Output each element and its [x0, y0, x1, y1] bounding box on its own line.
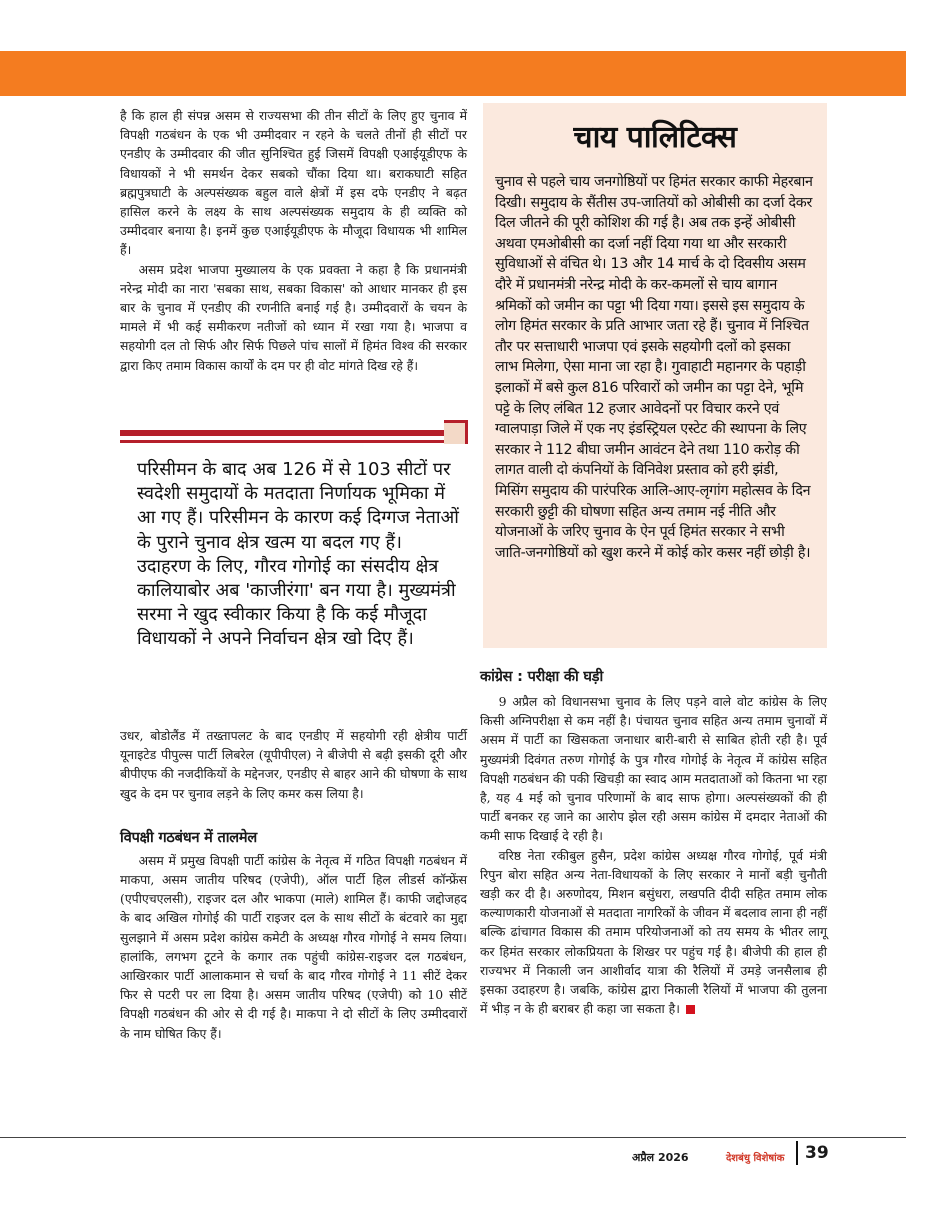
top-color-band	[0, 51, 906, 96]
section-heading: कांग्रेस : परीक्षा की घड़ी	[480, 669, 604, 685]
footer-separator	[796, 1141, 798, 1165]
sidebar-text: चुनाव से पहले चाय जनगोष्ठियों पर हिमंत सरकार काफी मेहरबान दिखी। समुदाय के सैंतीस उप-जातियों को ओबीसी का दर्जा देकर दिल जीतने की पूरी कोशिश की गई है। अब तक इन्हें ओबीसी अथवा एमओबीसी का दर्जा नहीं दिया गया था और सरकारी सुविधाओं से वंचित थे। 13 और 14 मार्च के दो दिवसीय असम दौरे में प्रधानमंत्री नरेन्द्र मोदी के कर-कमलों से चाय बागान श्रमिकों को जमीन का पट्टा भी दिया गया। इससे इस समुदाय के लोग हिमंत सरकार के प्रति आभार जता रहे हैं। चुनाव में निश्चित तौर पर सत्ताधारी भाजपा एवं इसके सहयोगी दलों को इसका लाभ मिलेगा, ऐसा माना जा रहा है। गुवाहाटी महानगर के पहाड़ी इलाकों में बसे कुल 816 परिवारों को जमीन का पट्टा देने, भूमि पट्टे के लिए लंबित 12 हजार आवेदनों पर विचार करने एवं ग्वालपाड़ा जिले में एक नए इंडस्ट्रियल एस्टेट की स्थापना के लिए सरकार ने 112 बीघा जमीन आवंटन देने तथा 110 करोड़ की लागत वाली दो कंपनियों के विनिवेश प्रस्ताव को हरी झंडी, मिसिंग समुदाय की पारंपरिक आलि-आए-लृगांग महोत्सव के दिन सरकारी छुट्टी की घोषणा सहित अन्य तमाम नई नीति और योजनाओं के जरिए चुनाव के ऐन पूर्व हिमंत सरकार ने सभी जाति-जनगोष्ठियों को खुश करने में कोई कोर कसर नहीं छोड़ी है।	[495, 174, 813, 561]
body-paragraph: असम में प्रमुख विपक्षी पार्टी कांग्रेस के नेतृत्व में गठित विपक्षी गठबंधन में माकपा, असम जातीय परिषद (एजेपी), ऑल पार्टी हिल लीडर्स कॉन्फ्रेंस (एपीएचएलसी), राइजर दल और भाकपा (माले) शामिल हैं। काफी जद्दोजहद के बाद अखिल गोगोई की पार्टी राइजर दल के साथ सीटों के बंटवारे का मुद्दा सुलझाने में असम प्रदेश कांग्रेस कमेटी के अध्यक्ष गौरव गोगोई ने समय लिया। हालांकि, लगभग टूटने के कगार तक पहुंची कांग्रेस-राइजर दल गठबंधन, आखिरकार पार्टी आलाकमान से चर्चा के बाद गौरव गोगोई ने 11 सीटें देकर फिर से पटरी पर ला दिया है। असम जातीय परिषद (एजेपी) को 10 सीटें विपक्षी गठबंधन की ओर से दी गई है। माकपा ने दो सीटों के लिए उम्मीदवारों के नाम घोषित किए हैं।	[120, 852, 467, 1041]
sidebar-box	[483, 103, 827, 648]
end-of-article-mark	[686, 1005, 695, 1014]
body-paragraph: असम प्रदेश भाजपा मुख्यालय के एक प्रवक्ता ने कहा है कि प्रधानमंत्री नरेन्द्र मोदी का नारा 'सबका साथ, सबका विकास' को आधार मानकर ही इस बार के चुनाव में एनडीए की रणनीति बनाई गई है। उम्मीदवारों के चयन के मामले में भी कई समीकरण नतीजों को ध्यान में रखा गया है। भाजपा व सहयोगी दल तो सिर्फ और सिर्फ पिछले पांच सालों में हिमंत विश्व की सरकार द्वारा किए तमाम विकास कार्यों के दम पर ही वोट मांगते दिख रहे हैं।	[120, 261, 467, 373]
sidebar-title: चाय पालिटिक्स	[573, 120, 737, 155]
publication-logo: देशबंधु विशेषांक	[726, 1153, 785, 1164]
section-heading: विपक्षी गठबंधन में तालमेल	[120, 829, 258, 846]
footer-rule	[0, 1137, 906, 1138]
right-column	[480, 666, 827, 1018]
body-text: वरिष्ठ नेता रकीबुल हुसैन, प्रदेश कांग्रेस अध्यक्ष गौरव गोगोई, पूर्व मंत्री रिपुन बोरा सहित अन्य नेता-विधायकों के लिए सरकार ने मानों बड़ी चुनौती खड़ी कर दी है। अरुणोदय, मिशन बसुंधरा, लखपति दीदी सहित तमाम लोक कल्याणकारी योजनाओं से मतदाता नागरिकों के जीवन में बदलाव लाना ही नहीं बल्कि ढांचागत विकास की तमाम परियोजनाओं को तय समय के भीतर लागू कर हिमंत सरकार लोकप्रियता के शिखर पर पहुंच गई है। बीजेपी की हाल ही राज्यभर में निकाली जन आशीर्वाद यात्रा की रैलियों में उमड़े जनसैलाब ही इसका उदाहरण है। जबकि, कांग्रेस द्वारा निकाली रैलियों में भाजपा की तुलना में भीड़ न के ही बराबर ही कहा जा सकता है।	[480, 847, 827, 1017]
body-paragraph: 9 अप्रैल को विधानसभा चुनाव के लिए पड़ने वाले वोट कांग्रेस के लिए किसी अग्निपरीक्षा से कम नहीं है। पंचायत चुनाव सहित अन्य तमाम चुनावों में असम में पार्टी का खिसकता जनाधार बारी-बारी से साबित होती रही है। पूर्व मुख्यमंत्री दिवंगत तरुण गोगोई के पुत्र गौरव गोगोई के नेतृत्व में कांग्रेस सहित विपक्षी गठबंधन की पकी खिचड़ी का स्वाद आम मतदाताओं को कितना भा रहा है, यह 4 मई को चुनाव परिणामों के बाद साफ होगा। अल्पसंख्यकों की ही पार्टी बनकर रह जाने का आरोप झेल रही असम कांग्रेस में दमदार नेताओं की कमी साफ दिखाई दे रही है।	[480, 694, 827, 844]
page-number: 39	[805, 1143, 829, 1163]
body-paragraph	[480, 846, 827, 1019]
left-column-top	[120, 106, 467, 375]
left-column-bottom	[120, 726, 467, 1043]
divider-bar	[120, 430, 446, 436]
section-divider	[120, 416, 468, 446]
issue-date: अप्रैल 2026	[632, 1151, 689, 1164]
body-paragraph: उधर, बोडोलैंड में तख्तापलट के बाद एनडीए में सहयोगी रही क्षेत्रीय पार्टी यूनाइटेड पीपुल्स पार्टी लिबरेल (यूपीपीएल) ने बीजेपी से बढ़ी इसकी दूरी और बीपीएफ की नजदीकियों के मद्देनजर, एनडीए से बाहर आने की घोषणा के साथ खुद के दम पर चुनाव लड़ने के लिए कमर कस लिया है।	[120, 728, 467, 801]
pull-quote: परिसीमन के बाद अब 126 में से 103 सीटों पर स्वदेशी समुदायों के मतदाता निर्णायक भूमिका में आ गए हैं। परिसीमन के कारण कई दिग्गज नेताओं के पुराने चुनाव क्षेत्र खत्म या बदल गए हैं। उदाहरण के लिए, गौरव गोगोई का संसदीय क्षेत्र कालियाबोर अब 'काजीरंगा' बन गया है। मुख्यमंत्री सरमा ने खुद स्वीकार किया है कि कई मौजूदा विधायकों ने अपने निर्वाचन क्षेत्र खो दिए हैं।	[137, 459, 459, 650]
divider-bar	[120, 440, 446, 443]
divider-corner-ornament	[444, 420, 468, 444]
body-paragraph: है कि हाल ही संपन्न असम से राज्यसभा की तीन सीटों के लिए हुए चुनाव में विपक्षी गठबंधन के एक भी उम्मीदवार न रहने के चलते तीनों ही सीटों पर एनडीए के उम्मीदवार की जीत सुनिश्चित हुई जिसमें विपक्षी एआईयूडीएफ के विधायकों ने भी समर्थन देकर सबको चौंका दिया था। बराकघाटी सहित ब्रह्मपुत्रघाटी के अल्पसंख्यक बहुल वाले क्षेत्रों में इस दफे एनडीए ने बढ़त हासिल करने के लक्ष्य के साथ अल्पसंख्यक समुदाय के ही व्यक्ति को उम्मीदवार बनाया है। इनमें कुछ एआईयूडीएफ के मौजूदा विधायक भी शामिल हैं।	[120, 108, 467, 258]
